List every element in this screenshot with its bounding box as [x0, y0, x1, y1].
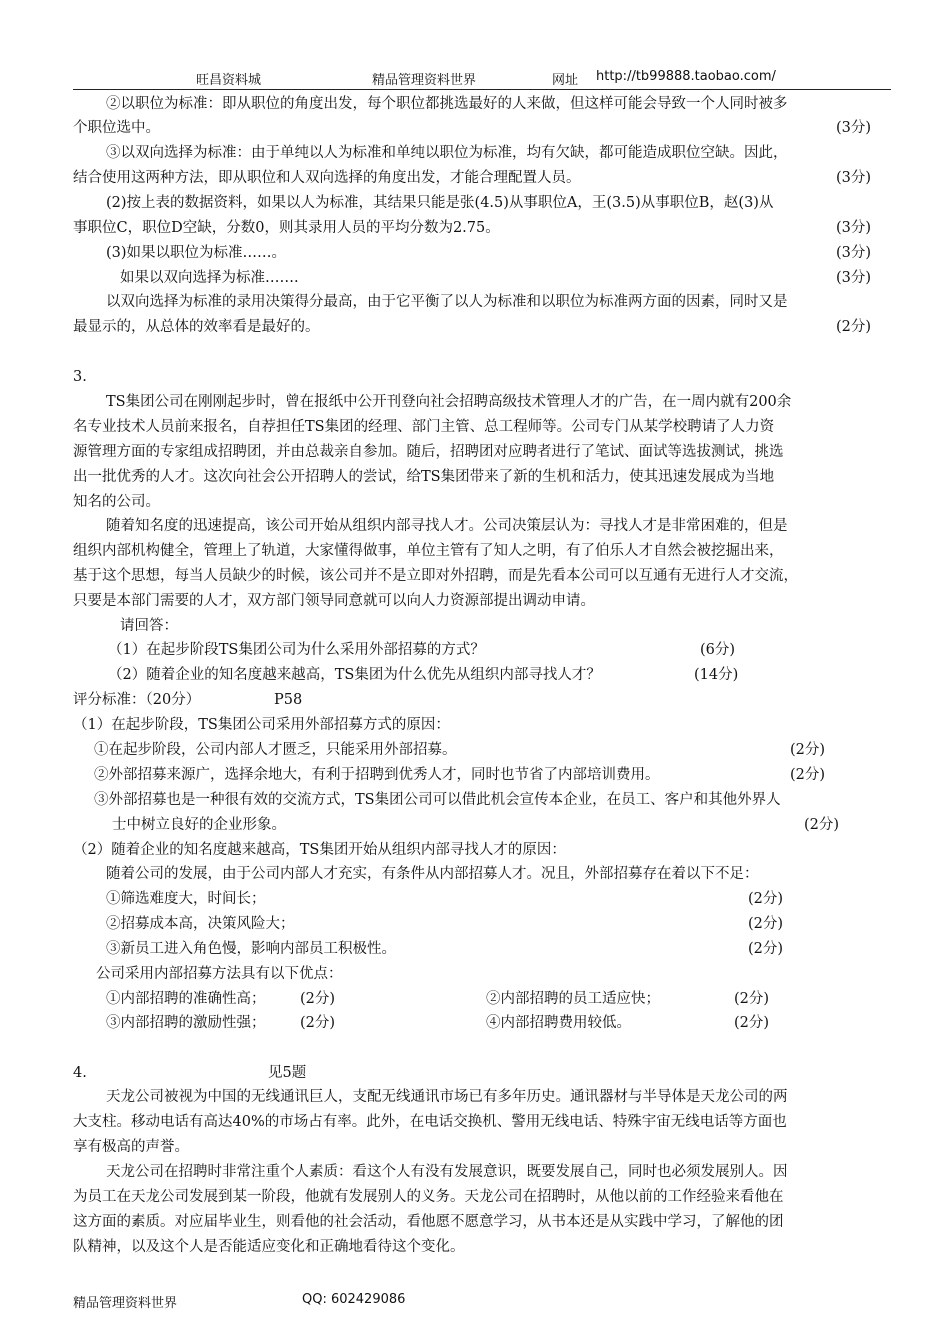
page-reference: P58	[274, 692, 303, 708]
advantage-item: ②内部招聘的员工适应快；	[486, 991, 660, 1007]
body-line: 最显示的，从总体的效率看是最好的。	[73, 319, 320, 335]
score-label: (14分)	[694, 667, 739, 683]
header-url-link[interactable]: http://tb99888.taobao.com/	[596, 69, 776, 84]
body-line: 组织内部机构健全，管理上了轨道，大家懂得做事，单位主管有了知人之明，有了伯乐人才自然会被挖掘出来，	[73, 543, 784, 559]
question-reference: 见5题	[268, 1065, 307, 1081]
body-line: 队精神，以及这个人是否能适应变化和正确地看待这个变化。	[73, 1239, 465, 1255]
score-label: (2分)	[300, 991, 336, 1007]
body-line: 只要是本部门需要的人才，双方部门领导同意就可以向人力资源部提出调动申请。	[73, 593, 595, 609]
body-line: 名专业技术人员前来报名，自荐担任TS集团的经理、部门主管、总工程师等。公司专门从某学校聘请了人力资	[73, 419, 775, 435]
score-label: (2分)	[790, 767, 826, 783]
body-line: 天龙公司被视为中国的无线通讯巨人，支配无线通讯市场已有多年历史。通讯器材与半导体是天龙公司的两	[106, 1089, 788, 1105]
score-label: (3分)	[836, 170, 872, 186]
answer-item: ③外部招募也是一种很有效的交流方式，TS集团公司可以借此机会宣传本企业，在员工、客户和其他外界人	[94, 792, 781, 808]
score-label: (2分)	[748, 941, 784, 957]
answer-item: ①筛选难度大，时间长；	[106, 891, 266, 907]
header-divider	[73, 89, 891, 90]
answer-item: ③新员工进入角色慢，影响内部员工积极性。	[106, 941, 396, 957]
question-number: 4.	[73, 1065, 87, 1081]
body-line: (3)如果以职位为标准……。	[106, 245, 287, 261]
header-site-name: 精品管理资料世界	[372, 73, 477, 88]
answer-item: ②招募成本高，决策风险大；	[106, 916, 295, 932]
body-line: 享有极高的声誉。	[73, 1139, 189, 1155]
body-line: 请回答：	[120, 618, 178, 634]
body-line: ②以职位为标准：即从职位的角度出发，每个职位都挑选最好的人来做，但这样可能会导致一个人同时被多	[106, 96, 788, 112]
body-line: 以双向选择为标准的录用决策得分最高，由于它平衡了以人为标准和以职位为标准两方面的因素，同时又是	[106, 294, 788, 310]
body-line: 知名的公司。	[73, 494, 160, 510]
score-label: (2分)	[804, 817, 840, 833]
answer-item: 士中树立良好的企业形象。	[112, 817, 286, 833]
score-label: (3分)	[836, 120, 872, 136]
question-number: 3.	[73, 369, 87, 385]
answer-item: ①在起步阶段，公司内部人才匮乏，只能采用外部招募。	[94, 742, 457, 758]
body-line: 大支柱。移动电话有高达40%的市场占有率。此外，在电话交换机、警用无线电话、特殊宇宙无线电话等方面也	[73, 1114, 787, 1130]
score-label: (2分)	[734, 991, 770, 1007]
score-label: (2分)	[748, 916, 784, 932]
body-line: 为员工在天龙公司发展到某一阶段，他就有发展别人的义务。天龙公司在招聘时，从他以前的工作经验来看他在	[73, 1189, 784, 1205]
body-line: ③以双向选择为标准：由于单纯以人为标准和单纯以职位为标准，均有欠缺，都可能造成职位空缺。因此，	[106, 145, 788, 161]
header-url-label: 网址	[552, 73, 579, 88]
header-shop-name: 旺昌资料城	[196, 73, 262, 88]
body-line: 基于这个思想，每当人员缺少的时候，该公司并不是立即对外招聘，而是先看本公司可以互通有无进行人才交流，	[73, 568, 798, 584]
body-line: 随着知名度的迅速提高，该公司开始从组织内部寻找人才。公司决策层认为：寻找人才是非常困难的，但是	[106, 518, 788, 534]
advantage-item: ③内部招聘的激励性强；	[106, 1015, 266, 1031]
body-line: 这方面的素质。对应届毕业生，则看他的社会活动，看他愿不愿意学习，从书本还是从实践中学习，了解他的团	[73, 1214, 784, 1230]
body-line: 出一批优秀的人才。这次向社会公开招聘人的尝试，给TS集团带来了新的生机和活力，使其迅速发展成为当地	[73, 469, 775, 485]
score-label: (3分)	[836, 245, 872, 261]
score-label: (2分)	[734, 1015, 770, 1031]
score-label: (2分)	[790, 742, 826, 758]
answer-item: 公司采用内部招募方法具有以下优点：	[96, 966, 343, 982]
body-line: 天龙公司在招聘时非常注重个人素质：看这个人有没有发展意识，既要发展自己，同时也必须发展别人。因	[106, 1164, 788, 1180]
answer-heading: （1）在起步阶段，TS集团公司采用外部招募方式的原因：	[73, 717, 450, 733]
advantage-item: ①内部招聘的准确性高；	[106, 991, 266, 1007]
advantage-item: ④内部招聘费用较低。	[486, 1015, 631, 1031]
question-item: （2）随着企业的知名度越来越高，TS集团为什么优先从组织内部寻找人才？	[108, 667, 601, 683]
score-label: (2分)	[300, 1015, 336, 1031]
score-label: (6分)	[700, 642, 736, 658]
body-line: TS集团公司在刚刚起步时，曾在报纸中公开刊登向社会招聘高级技术管理人才的广告，在一周内就有200余	[106, 394, 792, 410]
body-line: 如果以双向选择为标准…….	[120, 270, 299, 286]
answer-item: ②外部招募来源广，选择余地大，有利于招聘到优秀人才，同时也节省了内部培训费用。	[94, 767, 660, 783]
body-line: 源管理方面的专家组成招聘团，并由总裁亲自参加。随后，招聘团对应聘者进行了笔试、面试等选拔测试，挑选	[73, 444, 784, 460]
footer-site-name: 精品管理资料世界	[73, 1296, 178, 1311]
score-label: (3分)	[836, 270, 872, 286]
answer-item: 随着公司的发展，由于公司内部人才充实，有条件从内部招募人才。况且，外部招募存在着以下不足：	[106, 866, 759, 882]
grading-standard: 评分标准：（20分）	[73, 692, 201, 708]
body-line: 个职位选中。	[73, 120, 160, 136]
score-label: (2分)	[836, 319, 872, 335]
body-line: (2)按上表的数据资料，如果以人为标准，其结果只能是张(4.5)从事职位A，王(3.5)从事职位B，赵(3)从	[106, 195, 774, 211]
answer-heading: （2）随着企业的知名度越来越高，TS集团开始从组织内部寻找人才的原因：	[73, 842, 566, 858]
footer-qq: QQ: 602429086	[302, 1292, 406, 1307]
score-label: (3分)	[836, 220, 872, 236]
score-label: (2分)	[748, 891, 784, 907]
body-line: 事职位C，职位D空缺，分数0，则其录用人员的平均分数为2.75。	[73, 220, 500, 236]
question-item: （1）在起步阶段TS集团公司为什么采用外部招募的方式？	[108, 642, 485, 658]
body-line: 结合使用这两种方法，即从职位和人双向选择的角度出发，才能合理配置人员。	[73, 170, 581, 186]
